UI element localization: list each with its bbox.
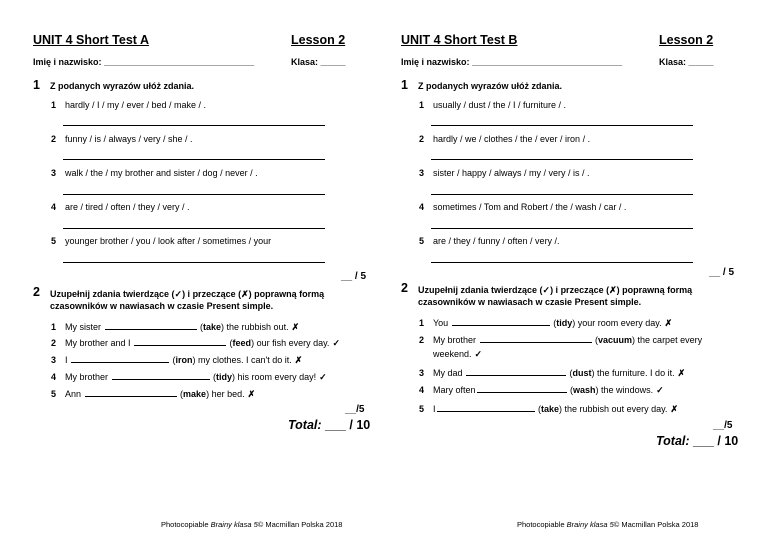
item-number: 5 xyxy=(419,236,425,246)
list-item xyxy=(419,134,590,144)
test-a-column xyxy=(33,0,378,543)
list-item: 1 My sister (take) the rubbish out. ✗ xyxy=(51,322,300,332)
instruction-line: czasowników w nawiasach w czasie Present simple. xyxy=(50,301,274,311)
footer xyxy=(161,520,342,529)
item-text: the carpet every xyxy=(637,335,703,345)
list-item: 3 My dad (dust) the furniture. I do it. ✗ xyxy=(419,368,686,378)
total-label: Total: xyxy=(288,418,322,432)
check-mark-icon: ✓ xyxy=(332,338,340,348)
exercise-number: 1 xyxy=(33,78,40,92)
total-score xyxy=(656,434,738,448)
item-text: My brother and I xyxy=(65,338,131,348)
verb-hint: feed xyxy=(232,338,252,348)
lesson-label: Lesson 2 xyxy=(291,33,346,47)
answer-line xyxy=(431,228,693,229)
list-item xyxy=(51,134,193,144)
item-number: 1 xyxy=(51,100,57,110)
verb-hint: dust xyxy=(572,368,592,378)
item-text: Mary often xyxy=(433,385,476,395)
item-text: weekend. xyxy=(433,349,472,359)
exercise-instruction: Z podanych wyrazów ułóż zdania. xyxy=(50,81,195,91)
class-field-label: Klasa: _____ xyxy=(291,57,346,67)
footer-prefix: Photocopiable xyxy=(161,520,209,529)
list-item: 5 Ann (make) her bed. ✗ xyxy=(51,389,256,399)
footer-book: Brainy klasa 5 xyxy=(566,520,614,529)
test-b-column xyxy=(401,0,746,543)
answer-line xyxy=(431,159,693,160)
list-item xyxy=(419,168,590,178)
total-value: ___ / 10 xyxy=(693,434,739,448)
item-text: funny / is / always / very / she / . xyxy=(65,134,193,144)
cross-mark-icon: ✗ xyxy=(291,322,300,332)
item-text: the windows. xyxy=(601,385,654,395)
blank xyxy=(85,387,177,397)
list-item xyxy=(51,100,206,110)
exercise-number: 2 xyxy=(33,285,40,299)
item-text: I xyxy=(65,355,68,365)
list-item: 5 I (take) the rubbish out every day. ✗ xyxy=(419,404,678,414)
footer-copyright: © Macmillan Polska 2018 xyxy=(613,520,699,529)
score-label: __/5 xyxy=(713,420,733,431)
item-number: 4 xyxy=(51,202,57,212)
check-mark-icon: ✓ xyxy=(656,385,664,395)
item-text: are / tired / often / they / very / . xyxy=(65,202,190,212)
verb-hint: take xyxy=(203,322,222,332)
score-label: __/5 xyxy=(345,404,365,415)
blank xyxy=(134,336,226,346)
item-number: 3 xyxy=(51,355,57,365)
item-text: the rubbish out every day. xyxy=(564,404,668,414)
name-field-label: Imię i nazwisko: ______________________________ xyxy=(401,57,623,67)
item-text: our fish every day. xyxy=(256,338,330,348)
score-label: __ / 5 xyxy=(709,267,735,278)
item-text: your room every day. xyxy=(577,318,662,328)
cross-mark-icon: ✗ xyxy=(670,404,678,414)
blank xyxy=(105,320,197,330)
list-item: 4 My brother (tidy) his room every day! ✓ xyxy=(51,372,327,382)
list-item: 3 I (iron) my clothes. I can't do it. ✗ xyxy=(51,355,303,365)
answer-line xyxy=(431,194,693,195)
item-number: 2 xyxy=(51,134,57,144)
footer-book: Brainy klasa 5 xyxy=(210,520,258,529)
list-item xyxy=(419,236,560,246)
item-number: 3 xyxy=(419,368,425,378)
blank xyxy=(480,333,592,343)
item-text: walk / the / my brother and sister / dog / never / . xyxy=(65,168,258,178)
item-number: 3 xyxy=(51,168,57,178)
list-item xyxy=(51,202,190,212)
cross-mark-icon: ✗ xyxy=(664,318,673,328)
total-value: ___ / 10 xyxy=(325,418,371,432)
item-number: 5 xyxy=(419,404,425,414)
item-text: hardly / I / my / ever / bed / make / . xyxy=(65,100,207,110)
footer-prefix: Photocopiable xyxy=(517,520,565,529)
answer-line xyxy=(63,159,325,160)
item-number: 1 xyxy=(51,322,57,332)
item-text: the furniture. I do it. xyxy=(597,368,675,378)
exercise-instruction xyxy=(418,284,692,308)
list-item: 2 My brother (vacuum) the carpet every xyxy=(419,335,703,345)
list-item-continuation xyxy=(433,349,482,360)
item-text: her bed. xyxy=(211,389,245,399)
item-number: 1 xyxy=(419,100,425,110)
exercise-instruction xyxy=(50,288,324,312)
cross-mark-icon: ✗ xyxy=(677,368,686,378)
score-label: __ / 5 xyxy=(341,271,367,282)
cross-mark-icon: ✗ xyxy=(247,389,256,399)
item-text: I xyxy=(433,404,436,414)
answer-line xyxy=(63,262,325,263)
total-score xyxy=(288,418,370,432)
instruction-line: Uzupełnij zdania twierdzące (✓) i przeczące (✗) poprawną formą xyxy=(418,285,693,295)
answer-line xyxy=(63,228,325,229)
blank xyxy=(477,383,567,393)
item-text: sometimes / Tom and Robert / the / wash / car / . xyxy=(433,202,627,212)
exercise-number: 2 xyxy=(401,281,408,295)
item-number: 4 xyxy=(419,385,425,395)
blank xyxy=(437,402,535,412)
list-item: 1 You (tidy) your room every day. ✗ xyxy=(419,318,673,328)
blank xyxy=(112,370,210,380)
verb-hint: tidy xyxy=(216,372,233,382)
item-text: his room every day! xyxy=(237,372,317,382)
list-item xyxy=(419,100,566,110)
footer xyxy=(517,520,698,529)
list-item: 4 Mary often (wash) the windows. ✓ xyxy=(419,385,664,395)
instruction-line: czasowników w nawiasach w czasie Present simple. xyxy=(418,297,642,307)
list-item xyxy=(51,168,258,178)
blank xyxy=(452,316,550,326)
item-text: hardly / we / clothes / the / ever / iron / . xyxy=(433,134,591,144)
name-field-label: Imię i nazwisko: ______________________________ xyxy=(33,57,255,67)
item-number: 2 xyxy=(419,134,425,144)
item-text: sister / happy / always / my / very / is / . xyxy=(433,168,590,178)
item-text: My brother xyxy=(65,372,109,382)
list-item: 2 My brother and I (feed) our fish every day. ✓ xyxy=(51,338,340,348)
total-label: Total: xyxy=(656,434,690,448)
blank xyxy=(466,366,566,376)
verb-hint: take xyxy=(541,404,560,414)
item-text: My sister xyxy=(65,322,101,332)
item-number: 5 xyxy=(51,389,57,399)
item-number: 2 xyxy=(419,335,425,345)
verb-hint: vacuum xyxy=(598,335,633,345)
check-mark-icon: ✓ xyxy=(474,349,483,359)
verb-hint: make xyxy=(183,389,207,399)
exercise-number: 1 xyxy=(401,78,408,92)
check-mark-icon: ✓ xyxy=(319,372,327,382)
answer-line xyxy=(63,125,325,126)
answer-line xyxy=(63,194,325,195)
list-item xyxy=(51,236,271,246)
footer-copyright: © Macmillan Polska 2018 xyxy=(257,520,343,529)
blank xyxy=(71,353,169,363)
item-text: Ann xyxy=(65,389,82,399)
item-text: You xyxy=(433,318,449,328)
item-number: 2 xyxy=(51,338,57,348)
item-text: My dad xyxy=(433,368,463,378)
item-text: my clothes. I can't do it. xyxy=(198,355,292,365)
answer-line xyxy=(431,125,693,126)
list-item xyxy=(419,202,626,212)
instruction-line: Uzupełnij zdania twierdzące (✓) i przeczące (✗) poprawną formą xyxy=(50,289,325,299)
answer-line xyxy=(431,262,693,263)
verb-hint: iron xyxy=(175,355,193,365)
verb-hint: wash xyxy=(573,385,596,395)
lesson-label: Lesson 2 xyxy=(659,33,714,47)
exercise-instruction: Z podanych wyrazów ułóż zdania. xyxy=(418,81,563,91)
cross-mark-icon: ✗ xyxy=(294,355,303,365)
item-number: 1 xyxy=(419,318,425,328)
test-title: UNIT 4 Short Test B xyxy=(401,33,518,47)
item-number: 4 xyxy=(51,372,57,382)
class-field-label: Klasa: _____ xyxy=(659,57,714,67)
test-title: UNIT 4 Short Test A xyxy=(33,33,149,47)
item-text: the rubbish out. xyxy=(226,322,289,332)
item-text: younger brother / you / look after / sometimes / your xyxy=(65,236,272,246)
item-number: 5 xyxy=(51,236,57,246)
verb-hint: tidy xyxy=(556,318,573,328)
item-number: 4 xyxy=(419,202,425,212)
item-text: are / they / funny / often / very /. xyxy=(433,236,560,246)
item-number: 3 xyxy=(419,168,425,178)
item-text: usually / dust / the / I / furniture / . xyxy=(433,100,567,110)
item-text: My brother xyxy=(433,335,477,345)
